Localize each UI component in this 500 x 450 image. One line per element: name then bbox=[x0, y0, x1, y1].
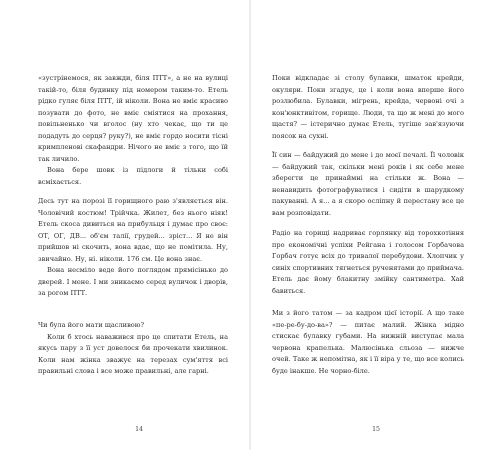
right-text-block-2 bbox=[272, 150, 464, 219]
paragraph: Вона бере шовк із підлоги й тільки собі всміхається. bbox=[38, 166, 228, 186]
page-number: 14 bbox=[135, 426, 143, 433]
right-page bbox=[250, 0, 500, 450]
paragraph: Чи була його мати щасливою? bbox=[38, 321, 145, 329]
left-text-block-1 bbox=[38, 73, 228, 188]
right-text-block-4 bbox=[272, 308, 464, 377]
right-text-block-3 bbox=[272, 228, 464, 297]
left-text-block-3 bbox=[38, 320, 228, 378]
left-text-block-2 bbox=[38, 196, 228, 300]
page-number: 15 bbox=[372, 426, 380, 433]
paragraph: Поки відкладає зі столу булавки, шматок крейди, окуляри. Поки згадує, це і коли вона вперше його розлюбила. Булавки, мігрень, крейда, червоні очі з кон'юнктивітом, горище. Люди, та що ж мені до мого щастя? — істерично думає Етель, тугіше зав'язуючи поясок на сухні. bbox=[272, 74, 464, 140]
paragraph: Вона несміло веде його поглядом прямісінько до дверей. І мене. І ми зникаємо серед вуличок і дворів, за рогом ПТТ. bbox=[38, 266, 228, 298]
paragraph: Коли б хтось наважився про це спитати Етель, на якусь пару з її уст довелося би прочекати хвилинок. Коли нам жінка зважує на терезах сум'яття всі правильні слова і все може правильні, але гарні. bbox=[38, 332, 228, 376]
paragraph: Ми з його татом — за кадром цієї історії. А що таке «пе-ре-бу-до-ва»? — питає малий. Жінка мідно стискає булавку губами. На нижній виступає мала червона крапелька. Малюсінька сльоза — нижче очей. Таке ж непомітна, як і її віра у те, що все колись буде інакше. Не чорно-біле. bbox=[272, 309, 464, 375]
paragraph: «зустрінемося, як завжди, біля ПТТ», а не на вулиці такій-то, біля будинку під номером таким-то. Етель рідко гуляє біля ПТТ, ій ніколи. Вона не вміє красиво позувати до фото, не вміє сміятися на прохання, повільненько чи вголос (ну хто чекає, що ти це подадуть до серця? руку?), не вміє гордо носити тісні кримпленові скафандри. Нічого не вміє з того, що їй так личило. bbox=[38, 74, 228, 163]
paragraph: Десь тут на порозі її горищного раю з'являється він. Чоловічий костюм! Трійчка. Жилет, без нього ніяк! Етель скоса дивиться на прибульця і думає про своє: ОТ, ОГ, ДВ... об'єм талії, грудей... зріст... Я не він прийшов ні скочить, вона вдає, що не помітила. Ну, звичайно. Ну, ні. ніколи. 176 см. Це вона знає. bbox=[38, 197, 228, 263]
right-text-block-1 bbox=[272, 73, 464, 142]
paragraph: Радіо на горищі надриває горлянку від торохкотіння про економічні успіхи Рейгана і голосом Горбачова Горбач готує всіх до тривалої перебудови. Хлопчик у синіх спортивних тягнеться рученятами до приймача. Етель дає йому блакитну змійку сантиметра. Хай бавиться. bbox=[272, 229, 464, 295]
paragraph: Її син — байдужий до мене і до моєї печалі. Її чоловік — байдужий так, скільки мені років і як себе мене зберегти це принаймні на стільки ж. Вона — ненавидить фотографуватися і сидіти в шарудкому пакуванні. А я... а я скоро осліпну й перестану все це вам розповідати. bbox=[272, 151, 464, 217]
